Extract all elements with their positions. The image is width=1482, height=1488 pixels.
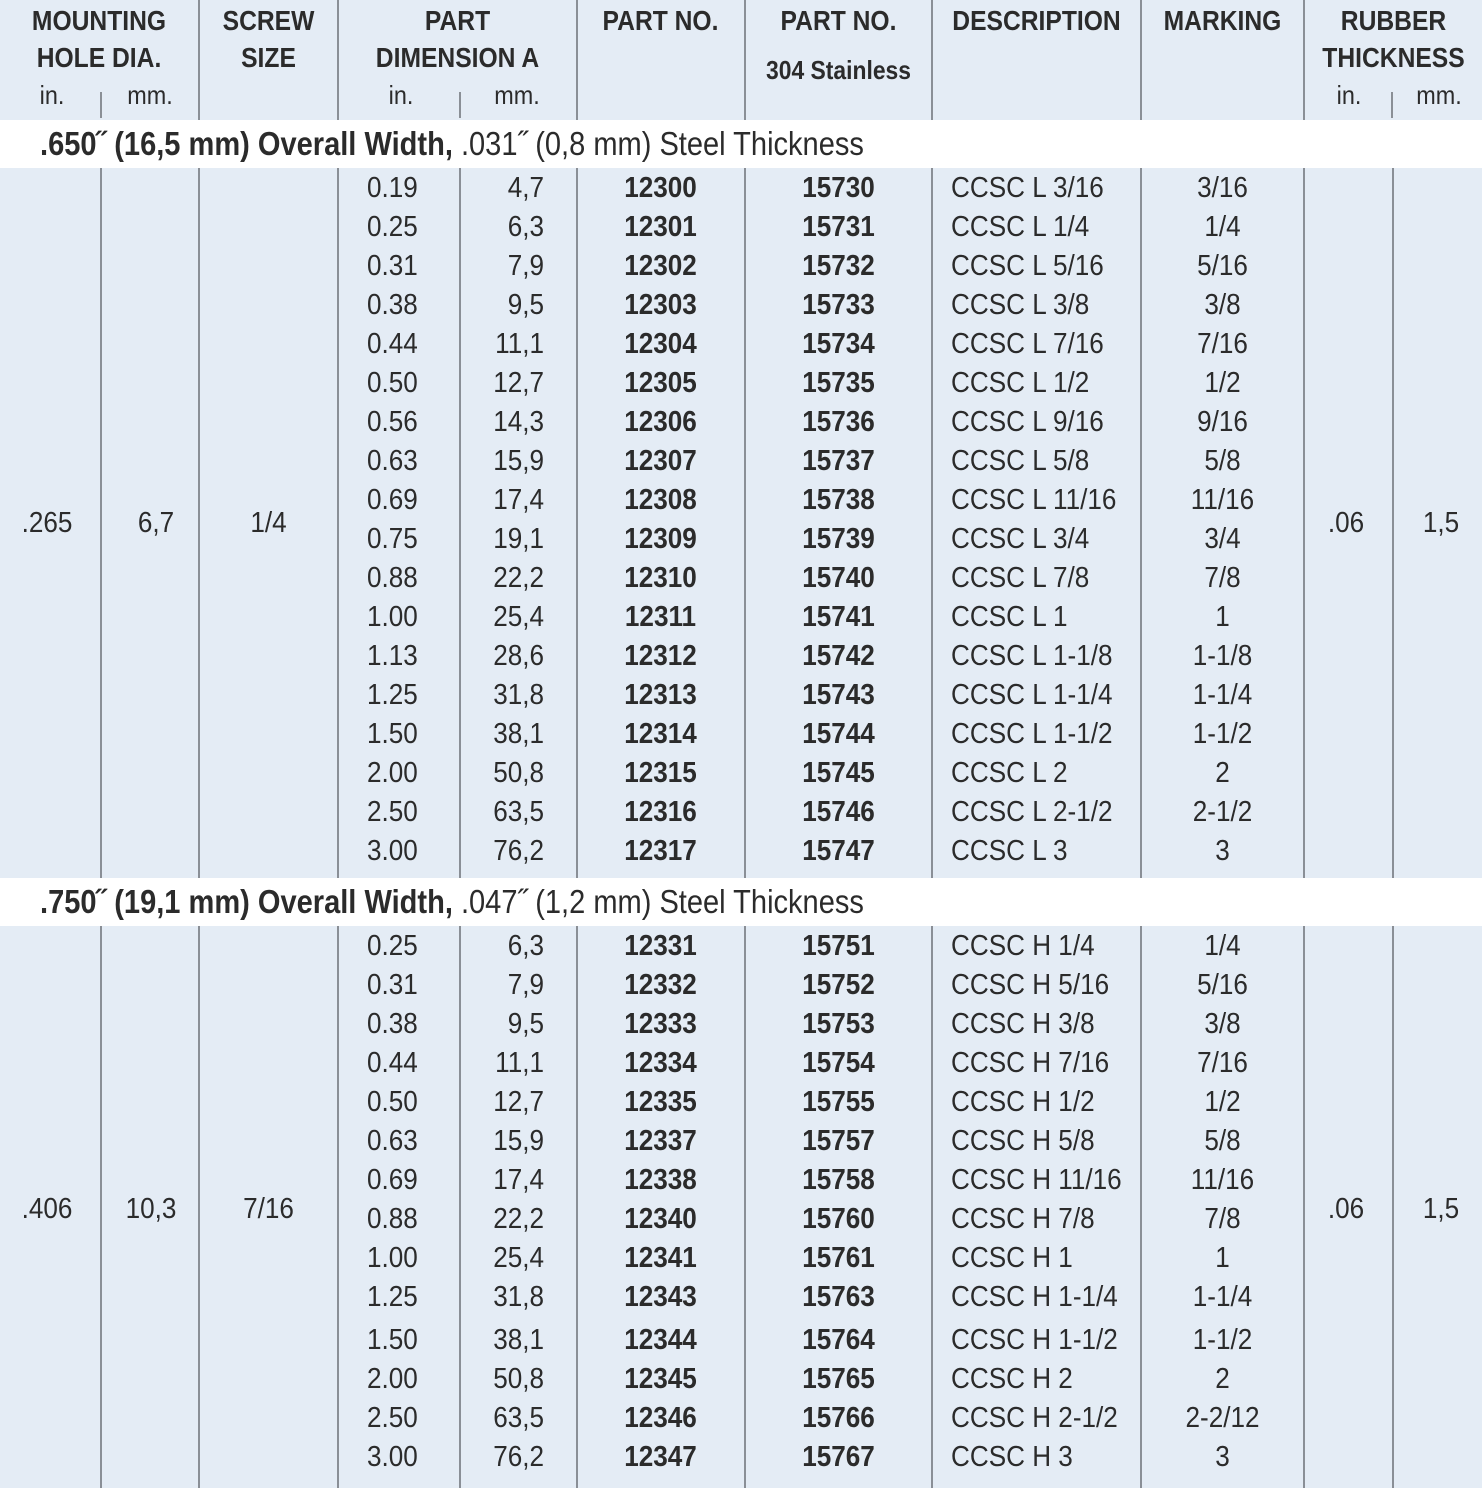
column-divider <box>1303 0 1305 120</box>
cell-part-no: 12302 <box>624 250 697 282</box>
cell-dim-in: 0.19 <box>367 172 418 204</box>
cell-marking: 11/16 <box>1190 1164 1255 1196</box>
cell-dim-in: 0.50 <box>367 367 418 399</box>
table-row <box>0 286 1482 325</box>
cell-part-no: 12346 <box>624 1402 697 1434</box>
cell-description: CCSC L 3/4 <box>951 523 1090 555</box>
cell-part-no: 12300 <box>624 172 697 204</box>
cell-part-no: 12343 <box>624 1281 697 1313</box>
cell-part-no: 12307 <box>624 445 697 477</box>
cell-dim-in: 0.31 <box>367 250 418 282</box>
table-row <box>0 520 1482 559</box>
cell-description: CCSC H 5/8 <box>951 1125 1095 1157</box>
cell-description: CCSC L 7/16 <box>951 328 1104 360</box>
cell-description: CCSC H 1/4 <box>951 930 1095 962</box>
cell-dim-mm: 12,7 <box>493 1086 544 1118</box>
cell-marking: 1-1/2 <box>1192 718 1253 750</box>
cell-description: CCSC H 1-1/4 <box>951 1281 1118 1313</box>
cell-marking: 9/16 <box>1197 406 1248 438</box>
cell-part-no-ss: 15753 <box>802 1008 875 1040</box>
cell-marking: 1/4 <box>1204 211 1241 243</box>
cell-part-no-ss: 15746 <box>802 796 875 828</box>
column-divider <box>931 168 933 878</box>
cell-part-no: 12304 <box>624 328 697 360</box>
cell-marking: 3/8 <box>1204 289 1241 321</box>
table-row <box>0 559 1482 598</box>
column-divider <box>100 926 102 1488</box>
table-row <box>0 598 1482 637</box>
cell-marking: 11/16 <box>1190 484 1255 516</box>
section-heading: .650˝ (16,5 mm) Overall Width, .031˝ (0,8 mm) Steel Thickness <box>0 120 1482 168</box>
unit-divider <box>100 92 102 118</box>
cell-dim-in: 0.44 <box>367 1047 418 1079</box>
cell-part-no: 12347 <box>624 1441 697 1473</box>
cell-part-no: 12303 <box>624 289 697 321</box>
cell-description: CCSC L 11/16 <box>951 484 1117 516</box>
table-row <box>0 715 1482 754</box>
cell-dim-mm: 22,2 <box>493 562 544 594</box>
cell-dim-in: 1.00 <box>367 1242 418 1274</box>
cell-marking: 5/8 <box>1204 445 1241 477</box>
cell-part-no: 12301 <box>624 211 697 243</box>
column-divider <box>931 926 933 1488</box>
table-row <box>0 927 1482 966</box>
cell-part-no: 12308 <box>624 484 697 516</box>
cell-part-no-ss: 15767 <box>802 1441 875 1473</box>
cell-marking: 1 <box>1215 1242 1230 1274</box>
table-row <box>0 364 1482 403</box>
cell-dim-in: 0.69 <box>367 484 418 516</box>
cell-dim-mm: 4,7 <box>507 172 544 204</box>
cell-part-no-ss: 15754 <box>802 1047 875 1079</box>
column-divider <box>1303 168 1305 878</box>
table-row <box>0 1278 1482 1317</box>
cell-part-no: 12314 <box>624 718 697 750</box>
cell-part-no-ss: 15737 <box>802 445 875 477</box>
cell-part-no-ss: 15743 <box>802 679 875 711</box>
cell-part-no-ss: 15733 <box>802 289 875 321</box>
table-row <box>0 1239 1482 1278</box>
cell-part-no: 12333 <box>624 1008 697 1040</box>
cell-marking: 1-1/2 <box>1192 1324 1253 1356</box>
cell-marking: 3/8 <box>1204 1008 1241 1040</box>
cell-dim-mm: 31,8 <box>493 679 544 711</box>
column-divider <box>576 926 578 1488</box>
cell-part-no: 12315 <box>624 757 697 789</box>
cell-dim-mm: 12,7 <box>493 367 544 399</box>
mounting-hole-in: .265 <box>21 507 73 539</box>
cell-dim-mm: 63,5 <box>493 1402 544 1434</box>
cell-dim-in: 2.00 <box>367 757 418 789</box>
cell-dim-mm: 76,2 <box>493 835 544 867</box>
table-row <box>0 1399 1482 1438</box>
cell-dim-in: 1.50 <box>367 718 418 750</box>
cell-dim-in: 0.38 <box>367 289 418 321</box>
column-divider <box>459 926 461 1488</box>
header-description: DESCRIPTION <box>952 5 1121 36</box>
cell-description: CCSC H 7/16 <box>951 1047 1110 1079</box>
cell-dim-in: 0.44 <box>367 328 418 360</box>
cell-part-no: 12309 <box>624 523 697 555</box>
table-row <box>0 1438 1482 1477</box>
cell-description: CCSC L 9/16 <box>951 406 1104 438</box>
column-divider <box>198 926 200 1488</box>
rubber-thickness-in: .06 <box>1327 507 1365 539</box>
cell-dim-mm: 15,9 <box>493 1125 544 1157</box>
cell-dim-mm: 7,9 <box>507 250 544 282</box>
cell-dim-mm: 6,3 <box>507 930 544 962</box>
cell-dim-in: 1.25 <box>367 1281 418 1313</box>
table-row <box>0 325 1482 364</box>
cell-part-no-ss: 15741 <box>802 601 875 633</box>
cell-marking: 7/16 <box>1197 328 1248 360</box>
cell-marking: 2-1/2 <box>1192 796 1253 828</box>
cell-part-no-ss: 15732 <box>802 250 875 282</box>
cell-dim-mm: 28,6 <box>493 640 544 672</box>
cell-part-no-ss: 15751 <box>802 930 875 962</box>
cell-marking: 3 <box>1215 1441 1230 1473</box>
cell-dim-mm: 76,2 <box>493 1441 544 1473</box>
column-divider <box>744 926 746 1488</box>
cell-part-no: 12311 <box>624 601 697 633</box>
section-body <box>0 168 1482 878</box>
cell-marking: 3/16 <box>1197 172 1248 204</box>
cell-description: CCSC L 1 <box>951 601 1068 633</box>
cell-dim-mm: 31,8 <box>493 1281 544 1313</box>
mounting-hole-in: .406 <box>21 1193 73 1225</box>
cell-description: CCSC H 3/8 <box>951 1008 1095 1040</box>
cell-description: CCSC L 5/8 <box>951 445 1090 477</box>
cell-description: CCSC L 1-1/8 <box>951 640 1113 672</box>
cell-dim-in: 0.88 <box>367 562 418 594</box>
cell-dim-in: 0.25 <box>367 211 418 243</box>
cell-marking: 2 <box>1215 757 1230 789</box>
cell-dim-mm: 6,3 <box>507 211 544 243</box>
table-row <box>0 1122 1482 1161</box>
cell-marking: 1-1/4 <box>1192 1281 1253 1313</box>
cell-part-no-ss: 15745 <box>802 757 875 789</box>
screw-size: 1/4 <box>250 507 287 539</box>
cell-dim-mm: 11,1 <box>495 328 544 360</box>
cell-dim-in: 0.38 <box>367 1008 418 1040</box>
table-row <box>0 1005 1482 1044</box>
cell-part-no: 12332 <box>624 969 697 1001</box>
cell-description: CCSC H 3 <box>951 1441 1073 1473</box>
section-heading: .750˝ (19,1 mm) Overall Width, .047˝ (1,2 mm) Steel Thickness <box>0 878 1482 926</box>
cell-part-no-ss: 15735 <box>802 367 875 399</box>
cell-dim-in: 0.63 <box>367 1125 418 1157</box>
cell-marking: 7/8 <box>1204 562 1241 594</box>
cell-description: CCSC L 3/8 <box>951 289 1090 321</box>
cell-part-no-ss: 15734 <box>802 328 875 360</box>
cell-dim-in: 2.50 <box>367 796 418 828</box>
rubber-thickness-in: .06 <box>1327 1193 1365 1225</box>
table-row <box>0 676 1482 715</box>
table-row <box>0 481 1482 520</box>
cell-dim-mm: 9,5 <box>507 289 544 321</box>
cell-description: CCSC L 1-1/2 <box>951 718 1113 750</box>
cell-marking: 7/8 <box>1204 1203 1241 1235</box>
cell-description: CCSC L 3/16 <box>951 172 1104 204</box>
cell-part-no-ss: 15740 <box>802 562 875 594</box>
table-row <box>0 754 1482 793</box>
cell-part-no: 12335 <box>624 1086 697 1118</box>
mounting-hole-mm: 10,3 <box>125 1193 177 1225</box>
column-divider <box>198 168 200 878</box>
cell-marking: 1/2 <box>1204 367 1241 399</box>
cell-part-no: 12313 <box>624 679 697 711</box>
cell-description: CCSC L 1/4 <box>951 211 1090 243</box>
column-divider <box>100 168 102 878</box>
table-row <box>0 247 1482 286</box>
cell-part-no-ss: 15765 <box>802 1363 875 1395</box>
cell-description: CCSC L 1/2 <box>951 367 1090 399</box>
cell-description: CCSC H 1/2 <box>951 1086 1095 1118</box>
column-divider <box>337 168 339 878</box>
cell-dim-in: 2.50 <box>367 1402 418 1434</box>
cell-dim-mm: 7,9 <box>507 969 544 1001</box>
column-divider <box>576 0 578 120</box>
cell-marking: 7/16 <box>1197 1047 1248 1079</box>
cell-description: CCSC H 1-1/2 <box>951 1324 1118 1356</box>
cell-dim-mm: 17,4 <box>493 484 544 516</box>
cell-dim-in: 1.13 <box>367 640 418 672</box>
column-divider <box>459 168 461 878</box>
cell-part-no: 12345 <box>624 1363 697 1395</box>
cell-part-no: 12341 <box>624 1242 697 1274</box>
cell-part-no-ss: 15730 <box>802 172 875 204</box>
header-part-dimension: PART DIMENSION A in. mm. <box>339 0 576 120</box>
cell-part-no-ss: 15752 <box>802 969 875 1001</box>
screw-size: 7/16 <box>243 1193 294 1225</box>
rubber-thickness-mm: 1,5 <box>1422 1193 1460 1225</box>
cell-description: CCSC L 7/8 <box>951 562 1090 594</box>
cell-dim-in: 3.00 <box>367 1441 418 1473</box>
cell-marking: 1-1/8 <box>1192 640 1253 672</box>
cell-marking: 1/4 <box>1204 930 1241 962</box>
cell-part-no-ss: 15736 <box>802 406 875 438</box>
header-marking: MARKING <box>1163 5 1282 36</box>
cell-part-no-ss: 15760 <box>802 1203 875 1235</box>
table-row <box>0 403 1482 442</box>
cell-dim-in: 0.69 <box>367 1164 418 1196</box>
cell-part-no-ss: 15739 <box>802 523 875 555</box>
cell-description: CCSC H 2-1/2 <box>951 1402 1118 1434</box>
cell-part-no: 12334 <box>624 1047 697 1079</box>
cell-description: CCSC H 11/16 <box>951 1164 1122 1196</box>
cell-part-no-ss: 15738 <box>802 484 875 516</box>
cell-part-no: 12338 <box>624 1164 697 1196</box>
column-divider <box>744 0 746 120</box>
cell-part-no: 12312 <box>624 640 697 672</box>
cell-dim-in: 3.00 <box>367 835 418 867</box>
column-divider <box>337 0 339 120</box>
cell-description: CCSC H 5/16 <box>951 969 1110 1001</box>
cell-part-no-ss: 15757 <box>802 1125 875 1157</box>
column-divider <box>1140 168 1142 878</box>
table-row <box>0 966 1482 1005</box>
column-divider <box>576 168 578 878</box>
cell-marking: 1 <box>1215 601 1230 633</box>
column-divider <box>1392 926 1394 1488</box>
table-row <box>0 832 1482 871</box>
cell-part-no-ss: 15758 <box>802 1164 875 1196</box>
cell-description: CCSC H 2 <box>951 1363 1073 1395</box>
table-row <box>0 1161 1482 1200</box>
cell-marking: 2-2/12 <box>1185 1402 1260 1434</box>
table-row <box>0 1321 1482 1360</box>
column-divider <box>1303 926 1305 1488</box>
column-divider <box>931 0 933 120</box>
cell-part-no-ss: 15747 <box>802 835 875 867</box>
cell-part-no: 12305 <box>624 367 697 399</box>
cell-dim-in: 0.56 <box>367 406 418 438</box>
cell-description: CCSC L 3 <box>951 835 1068 867</box>
table-row <box>0 1200 1482 1239</box>
rubber-thickness-mm: 1,5 <box>1422 507 1460 539</box>
cell-description: CCSC H 7/8 <box>951 1203 1095 1235</box>
cell-part-no-ss: 15766 <box>802 1402 875 1434</box>
cell-dim-in: 0.25 <box>367 930 418 962</box>
table-row <box>0 637 1482 676</box>
cell-dim-mm: 19,1 <box>493 523 544 555</box>
cell-part-no-ss: 15764 <box>802 1324 875 1356</box>
cell-part-no-ss: 15742 <box>802 640 875 672</box>
cell-part-no-ss: 15763 <box>802 1281 875 1313</box>
cell-dim-in: 0.88 <box>367 1203 418 1235</box>
cell-part-no-ss: 15755 <box>802 1086 875 1118</box>
cell-dim-in: 0.50 <box>367 1086 418 1118</box>
cell-marking: 3 <box>1215 835 1230 867</box>
unit-divider <box>1391 92 1393 118</box>
header-part-no-stainless: PART NO. 304 Stainless <box>765 5 912 85</box>
cell-dim-mm: 63,5 <box>493 796 544 828</box>
cell-description: CCSC L 1-1/4 <box>951 679 1113 711</box>
cell-part-no: 12310 <box>624 562 697 594</box>
cell-dim-in: 0.75 <box>367 523 418 555</box>
table-header <box>0 0 1482 120</box>
cell-dim-mm: 50,8 <box>493 1363 544 1395</box>
cell-part-no: 12340 <box>624 1203 697 1235</box>
cell-dim-mm: 14,3 <box>493 406 544 438</box>
cell-part-no: 12337 <box>624 1125 697 1157</box>
header-rubber-thickness: RUBBER THICKNESS in. mm. <box>1305 0 1482 120</box>
cell-dim-in: 1.25 <box>367 679 418 711</box>
table-row <box>0 1360 1482 1399</box>
cell-description: CCSC L 2-1/2 <box>951 796 1113 828</box>
header-mounting-hole: MOUNTING HOLE DIA. in. mm. <box>0 0 198 120</box>
cell-dim-mm: 9,5 <box>507 1008 544 1040</box>
cell-part-no: 12316 <box>624 796 697 828</box>
cell-part-no-ss: 15744 <box>802 718 875 750</box>
cell-marking: 1-1/4 <box>1192 679 1253 711</box>
column-divider <box>198 0 200 120</box>
cell-part-no: 12306 <box>624 406 697 438</box>
cell-marking: 5/16 <box>1197 250 1248 282</box>
cell-part-no-ss: 15731 <box>802 211 875 243</box>
cell-marking: 5/8 <box>1204 1125 1241 1157</box>
cell-dim-mm: 38,1 <box>493 1324 544 1356</box>
cell-dim-mm: 50,8 <box>493 757 544 789</box>
cell-part-no: 12317 <box>624 835 697 867</box>
cell-dim-mm: 38,1 <box>493 718 544 750</box>
cell-dim-in: 1.50 <box>367 1324 418 1356</box>
cell-dim-mm: 25,4 <box>493 1242 544 1274</box>
mounting-hole-mm: 6,7 <box>137 507 175 539</box>
cell-dim-mm: 17,4 <box>493 1164 544 1196</box>
cell-dim-in: 1.00 <box>367 601 418 633</box>
header-part-no: PART NO. <box>602 5 719 36</box>
unit-divider <box>459 92 461 118</box>
column-divider <box>1140 0 1142 120</box>
table-row <box>0 208 1482 247</box>
cell-marking: 1/2 <box>1204 1086 1241 1118</box>
cell-dim-in: 0.63 <box>367 445 418 477</box>
table-row <box>0 169 1482 208</box>
column-divider <box>1392 168 1394 878</box>
cell-description: CCSC L 2 <box>951 757 1068 789</box>
column-divider <box>744 168 746 878</box>
cell-dim-mm: 22,2 <box>493 1203 544 1235</box>
table-row <box>0 1044 1482 1083</box>
table-row <box>0 1083 1482 1122</box>
cell-dim-mm: 25,4 <box>493 601 544 633</box>
cell-description: CCSC L 5/16 <box>951 250 1104 282</box>
section-body <box>0 926 1482 1488</box>
table-row <box>0 793 1482 832</box>
cell-dim-in: 0.31 <box>367 969 418 1001</box>
table-row <box>0 442 1482 481</box>
cell-dim-in: 2.00 <box>367 1363 418 1395</box>
cell-marking: 5/16 <box>1197 969 1248 1001</box>
cell-description: CCSC H 1 <box>951 1242 1073 1274</box>
cell-part-no: 12344 <box>624 1324 697 1356</box>
cell-marking: 3/4 <box>1204 523 1241 555</box>
column-divider <box>1140 926 1142 1488</box>
cell-dim-mm: 15,9 <box>493 445 544 477</box>
cell-part-no: 12331 <box>624 930 697 962</box>
cell-marking: 2 <box>1215 1363 1230 1395</box>
header-screw-size: SCREW SIZE <box>222 5 315 73</box>
column-divider <box>337 926 339 1488</box>
cell-dim-mm: 11,1 <box>495 1047 544 1079</box>
cell-part-no-ss: 15761 <box>802 1242 875 1274</box>
